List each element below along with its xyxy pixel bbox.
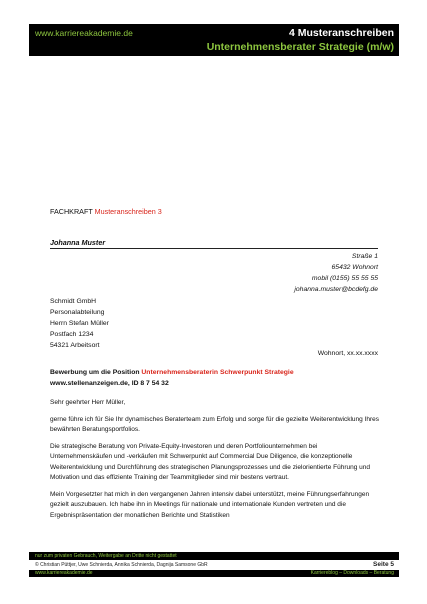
recipient-company: Schmidt GmbH — [50, 298, 97, 305]
subject-reference: www.stellenanzeigen.de, ID 8 7 54 32 — [50, 379, 169, 387]
page-header — [29, 24, 399, 56]
sender-email: johanna.muster@bcdefg.de — [294, 286, 378, 293]
footer-section: Karriereblog – Downloads – Beratung — [310, 570, 394, 576]
letter-date: Wohnort, xx.xx.xxxx — [317, 350, 378, 357]
sender-street: Straße 1 — [351, 253, 378, 260]
footer-copyright-line — [29, 560, 399, 570]
template-label — [50, 207, 162, 216]
body-paragraph-1: gerne führe ich für Sie Ihr dynamisches Beraterteam zum Erfolg und sorge für die gezielte Weiterentwicklung Ihres bewährten Beratungsportfolios. — [50, 415, 380, 433]
sender-phone: mobil (0155) 55 55 55 — [311, 275, 378, 282]
sender-city: 65432 Wohnort — [331, 264, 378, 271]
subject-prefix: Bewerbung um die Position — [50, 369, 140, 376]
letter-subject — [50, 368, 380, 389]
header-title: 4 Musteranschreiben — [288, 27, 394, 39]
sender-address — [294, 251, 378, 295]
page-number: Seite 5 — [373, 561, 394, 568]
footer-notice: nur zum privaten Gebrauch, Weitergabe an Dritte nicht gestattet — [29, 552, 399, 560]
template-label-prefix: FACHKRAFT — [50, 207, 93, 216]
footer-website: www.karriereakademie.de — [35, 570, 93, 576]
header-website: www.karriereakademie.de — [35, 28, 133, 38]
recipient-department: Personalabteilung — [50, 309, 105, 316]
template-label-name: Musteranschreiben 3 — [94, 207, 162, 216]
body-paragraph-3: Mein Vorgesetzter hat mich in den vergangenen Jahren intensiv dabei unterstützt, meine Führungserfahrungen gezielt auszubauen. Ich habe ihn in Meetings für nationale und internationale Kunden vertreten und die Ergebnispräsentation der monatlichen Berichte und Statistiken — [50, 490, 370, 519]
body-paragraph-2: Die strategische Beratung von Private-Equity-Investoren und deren Portfoliounternehmen bei Unternehmenskäufen und -verkäufen mit Schwerpunkt auf Commercial Due Diligence, die konzeptionelle Weiterentwicklung und Durchführung des strategischen Planungsprozesses und die zielorientierte Führung und Motivation und das effiziente Training der Teammitglieder sind mir bestens vertraut. — [50, 442, 371, 481]
footer-copyright: © Christian Püttjer, Uwe Schnierda, Annika Schnierda, Dagnija Samsone GbR — [35, 562, 208, 568]
recipient-address — [50, 296, 109, 351]
recipient-contact: Herrn Stefan Müller — [50, 320, 109, 327]
header-subtitle: Unternehmensberater Strategie (m/w) — [206, 41, 394, 53]
recipient-city: 54321 Arbeitsort — [50, 342, 100, 349]
sender-divider — [50, 248, 378, 249]
footer-links-bar — [29, 570, 399, 577]
sender-name: Johanna Muster — [50, 238, 106, 247]
page-footer — [29, 552, 399, 577]
subject-position: Unternehmensberaterin Schwerpunkt Strategie — [141, 369, 294, 376]
salutation: Sehr geehrter Herr Müller, — [50, 399, 126, 406]
letter-body — [50, 398, 380, 527]
recipient-postbox: Postfach 1234 — [50, 331, 94, 338]
